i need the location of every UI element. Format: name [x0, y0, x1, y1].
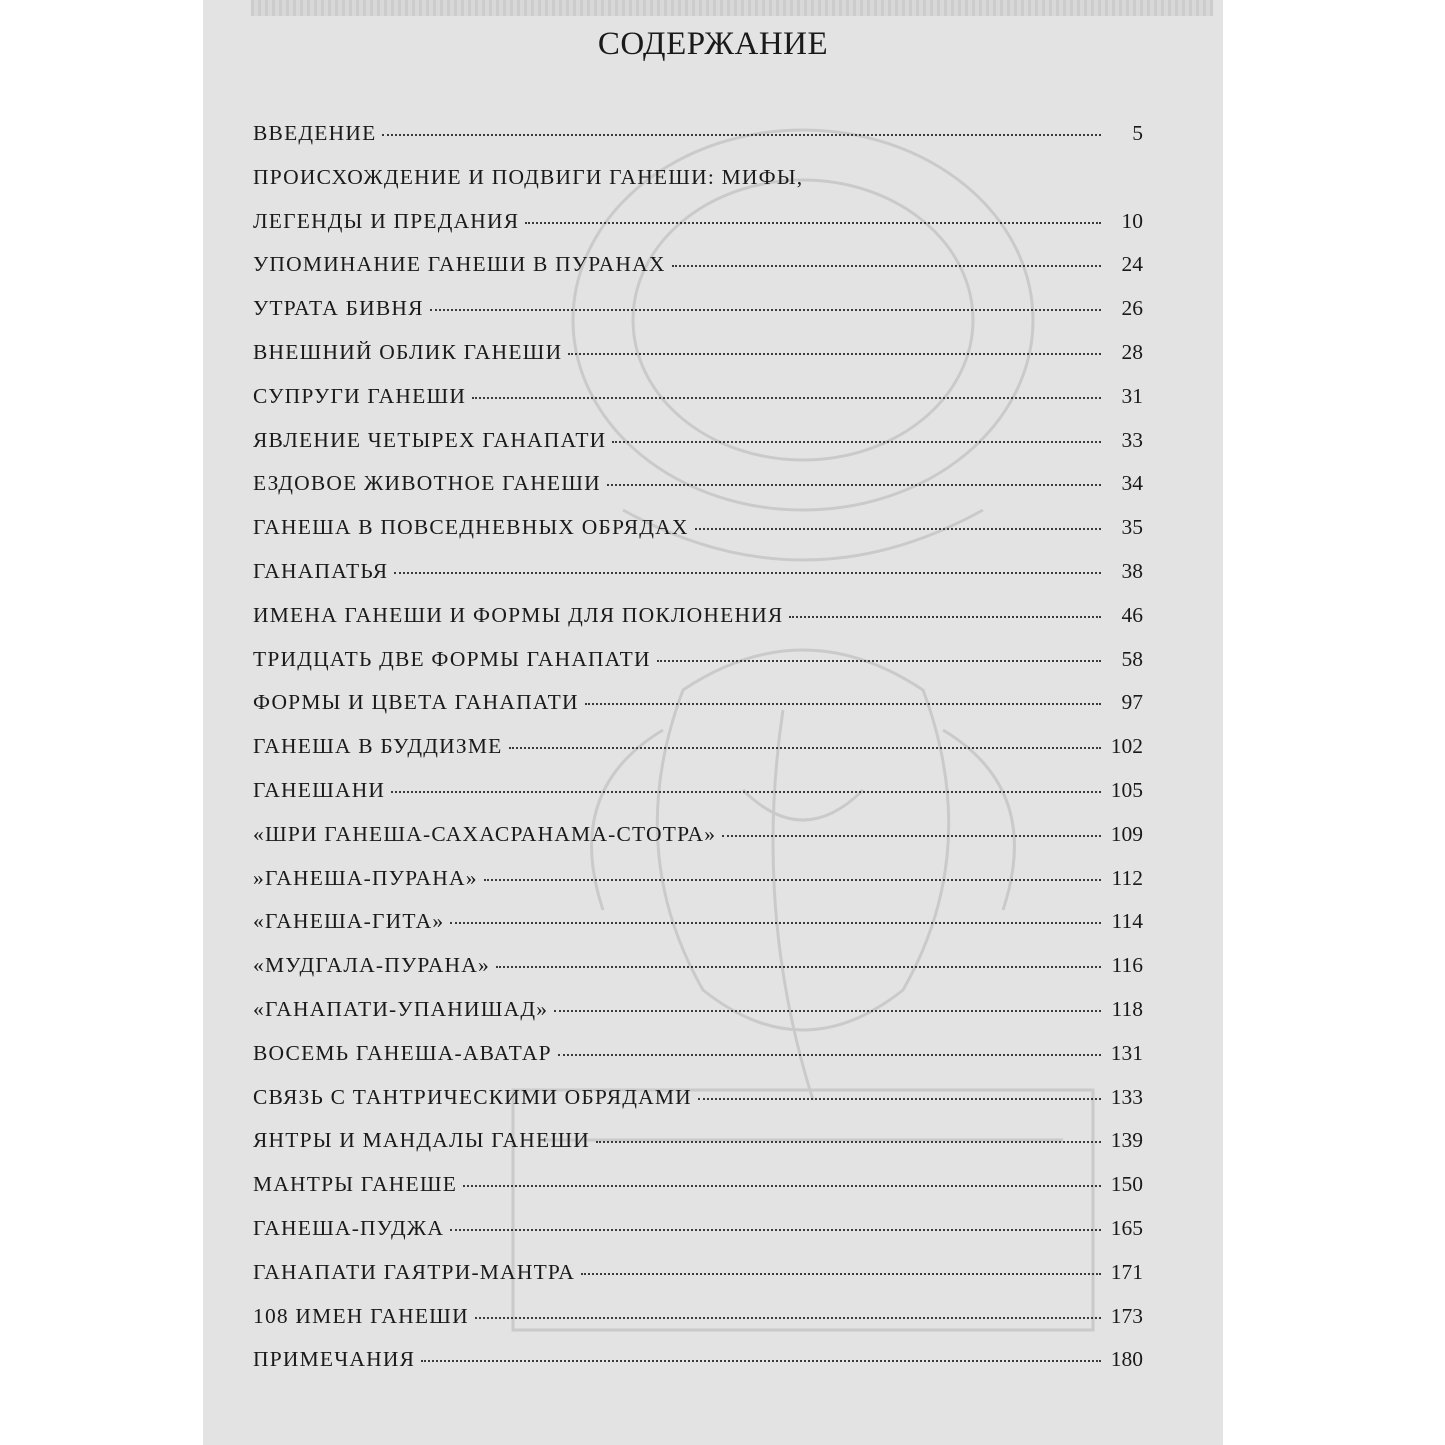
toc-entry-title: ВОСЕМЬ ГАНЕША-АВАТАР [253, 1040, 552, 1065]
toc-entry-page-number: 34 [1121, 471, 1143, 496]
toc-entry-page-number: 105 [1110, 777, 1143, 802]
toc-entry-page-number: 139 [1110, 1128, 1143, 1153]
toc-entry-title: ТРИДЦАТЬ ДВЕ ФОРМЫ ГАНАПАТИ [253, 646, 651, 671]
dot-leader [394, 572, 1101, 574]
dot-leader [607, 484, 1101, 486]
dot-leader [382, 134, 1101, 136]
dot-leader [463, 1185, 1101, 1187]
toc-entry-page-number: 97 [1121, 690, 1143, 715]
toc-entry [253, 340, 1143, 384]
dot-leader [475, 1317, 1101, 1319]
dot-leader [484, 879, 1101, 881]
toc-entry-title: ФОРМЫ И ЦВЕТА ГАНАПАТИ [253, 690, 579, 715]
dot-leader [496, 966, 1101, 968]
toc-entry-page-number: 24 [1121, 252, 1143, 277]
toc-entry-title: «ШРИ ГАНЕША-САХАСРАНАМА-СТОТРА» [253, 821, 717, 846]
toc-entry [253, 1347, 1143, 1391]
toc-entry [253, 734, 1143, 778]
toc-entry-title: «ГАНАПАТИ-УПАНИШАД» [253, 996, 549, 1021]
toc-entry-page-number: 28 [1121, 339, 1143, 364]
toc-entry [253, 384, 1143, 428]
toc-entry-page-number: 116 [1111, 953, 1143, 978]
toc-entry [253, 1260, 1143, 1304]
toc-entry [253, 471, 1143, 515]
dot-leader [722, 835, 1101, 837]
toc-entry-title: ГАНАПАТЬЯ [253, 558, 389, 583]
toc-entry-title: ГАНЕША В БУДДИЗМЕ [253, 734, 503, 759]
toc-entry-page-number: 35 [1121, 515, 1143, 540]
toc-entry-page-number: 180 [1110, 1347, 1143, 1372]
toc-entry [253, 866, 1143, 910]
dot-leader [698, 1098, 1101, 1100]
toc-entry-title: ПРОИСХОЖДЕНИЕ И ПОДВИГИ ГАНЕШИ: МИФЫ, [253, 164, 804, 189]
toc-entry-page-number: 118 [1111, 996, 1143, 1021]
toc-entry-title: ГАНЕША В ПОВСЕДНЕВНЫХ ОБРЯДАХ [253, 515, 689, 540]
toc-entry-page-number: 131 [1110, 1040, 1143, 1065]
dot-leader [695, 528, 1101, 530]
toc-entry [253, 121, 1143, 165]
toc-entry-page-number: 133 [1110, 1084, 1143, 1109]
toc-entry-title: ЯВЛЕНИЕ ЧЕТЫРЕХ ГАНАПАТИ [253, 427, 607, 452]
toc-entry-page-number: 109 [1110, 821, 1143, 846]
dot-leader [558, 1054, 1101, 1056]
dot-leader [430, 309, 1101, 311]
book-page [203, 0, 1223, 1445]
toc-entry-title: ИМЕНА ГАНЕШИ И ФОРМЫ ДЛЯ ПОКЛОНЕНИЯ [253, 602, 784, 627]
toc-entry [253, 428, 1143, 472]
toc-entry [253, 1128, 1143, 1172]
toc-entry [253, 1172, 1143, 1216]
dot-leader [612, 441, 1101, 443]
table-of-contents [253, 121, 1143, 1391]
toc-entry-page-number: 102 [1110, 734, 1143, 759]
page-top-edge [251, 0, 1213, 16]
dot-leader [472, 397, 1101, 399]
toc-entry-title: «МУДГАЛА-ПУРАНА» [253, 953, 490, 978]
dot-leader [596, 1141, 1101, 1143]
toc-entry [253, 953, 1143, 997]
dot-leader [789, 616, 1101, 618]
toc-entry-page-number: 31 [1121, 383, 1143, 408]
toc-entry [253, 997, 1143, 1041]
toc-entry-page-number: 33 [1121, 427, 1143, 452]
toc-entry-title: ГАНЕШАНИ [253, 777, 386, 802]
toc-entry [253, 559, 1143, 603]
toc-entry [253, 252, 1143, 296]
toc-entry [253, 909, 1143, 953]
toc-entry-page-number: 46 [1121, 602, 1143, 627]
page-title: СОДЕРЖАНИЕ [597, 26, 829, 62]
toc-entry-title: ПРИМЕЧАНИЯ [253, 1347, 416, 1372]
toc-entry [253, 647, 1143, 691]
toc-entry-title: ЕЗДОВОЕ ЖИВОТНОЕ ГАНЕШИ [253, 471, 601, 496]
dot-leader [672, 265, 1101, 267]
toc-entry-title: »ГАНЕША-ПУРАНА» [253, 865, 478, 890]
dot-leader [450, 922, 1101, 924]
dot-leader [450, 1229, 1101, 1231]
dot-leader [585, 703, 1101, 705]
dot-leader [554, 1010, 1101, 1012]
toc-entry [253, 296, 1143, 340]
dot-leader [421, 1360, 1101, 1362]
toc-entry-page-number: 165 [1110, 1215, 1143, 1240]
dot-leader [391, 791, 1101, 793]
toc-entry-title: ГАНАПАТИ ГАЯТРИ-МАНТРА [253, 1259, 576, 1284]
toc-entry [253, 1041, 1143, 1085]
toc-entry-title: ГАНЕША-ПУДЖА [253, 1215, 445, 1240]
toc-entry [253, 209, 1143, 253]
toc-entry-title: 108 ИМЕН ГАНЕШИ [253, 1303, 469, 1328]
toc-entry-title: ВНЕШНИЙ ОБЛИК ГАНЕШИ [253, 339, 563, 364]
toc-entry-page-number: 5 [1132, 121, 1143, 145]
toc-entry-page-number: 10 [1121, 208, 1143, 233]
toc-entry-page-number: 173 [1110, 1303, 1143, 1328]
dot-leader [581, 1273, 1101, 1275]
toc-entry-title: МАНТРЫ ГАНЕШЕ [253, 1172, 458, 1197]
toc-entry [253, 1216, 1143, 1260]
toc-entry-title: СУПРУГИ ГАНЕШИ [253, 383, 467, 408]
toc-entry [253, 778, 1143, 822]
dot-leader [509, 747, 1102, 749]
toc-entry-title: ВВЕДЕНИЕ [253, 121, 377, 145]
toc-entry-title: ЯНТРЫ И МАНДАЛЫ ГАНЕШИ [253, 1128, 590, 1153]
toc-entry [253, 690, 1143, 734]
toc-entry-title: УПОМИНАНИЕ ГАНЕШИ В ПУРАНАХ [253, 252, 666, 277]
toc-entry [253, 515, 1143, 559]
toc-entry [253, 1085, 1143, 1129]
toc-entry-page-number: 171 [1110, 1259, 1143, 1284]
toc-entry-page-number: 150 [1110, 1172, 1143, 1197]
toc-entry-page-number: 114 [1111, 909, 1143, 934]
toc-entry-title: «ГАНЕША-ГИТА» [253, 909, 445, 934]
toc-entry-title: УТРАТА БИВНЯ [253, 296, 424, 321]
toc-entry [253, 1304, 1143, 1348]
toc-entry-title: СВЯЗЬ С ТАНТРИЧЕСКИМИ ОБРЯДАМИ [253, 1084, 692, 1109]
toc-entry [253, 603, 1143, 647]
toc-entry-page-number: 58 [1121, 646, 1143, 671]
dot-leader [657, 660, 1101, 662]
toc-entry-page-number: 112 [1111, 865, 1143, 890]
toc-entry-title: ЛЕГЕНДЫ И ПРЕДАНИЯ [253, 208, 520, 233]
toc-entry [253, 165, 1143, 209]
toc-entry [253, 822, 1143, 866]
dot-leader [568, 353, 1101, 355]
toc-entry-page-number: 38 [1121, 558, 1143, 583]
toc-entry-page-number: 26 [1121, 296, 1143, 321]
dot-leader [525, 222, 1101, 224]
